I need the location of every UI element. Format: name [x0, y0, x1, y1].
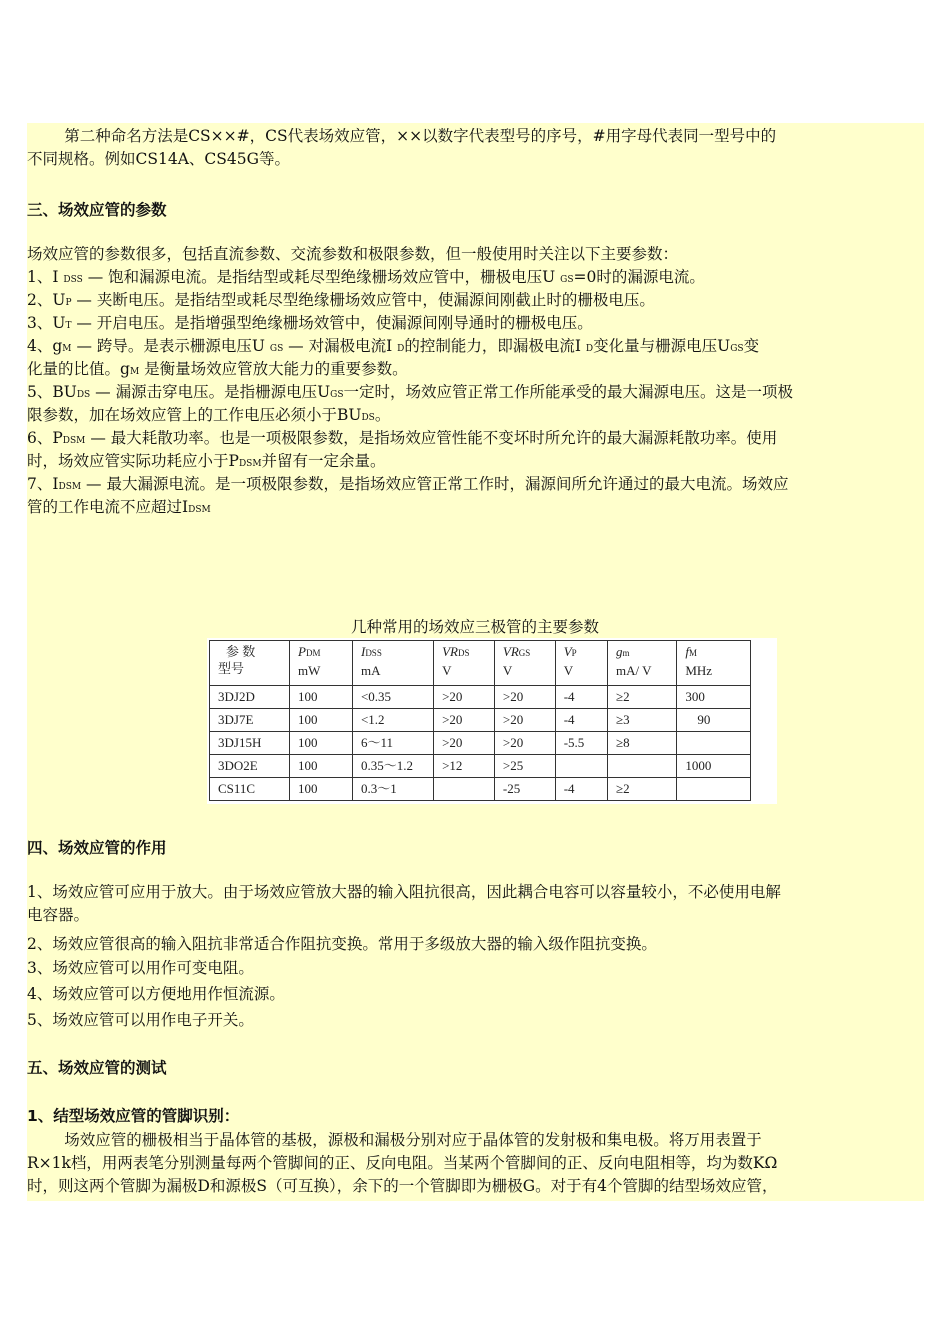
table-cell: [555, 755, 607, 778]
table-cell: [677, 732, 751, 755]
header-param-cell: [210, 641, 290, 686]
table-cell: [677, 778, 751, 801]
header-model-label: 型号: [218, 661, 245, 676]
table-row: [210, 732, 751, 755]
param-7: 7、IDSM — 最大漏源电流。是一项极限参数，是指场效应管正常工作时，漏源间所允许通过的最大电流。场效应: [27, 475, 789, 493]
table-caption: 几种常用的场效应三极管的主要参数: [350, 618, 599, 636]
table-cell: >20: [494, 709, 555, 732]
table-cell: <1.2: [352, 709, 433, 732]
table-cell: 100: [290, 709, 353, 732]
parameter-table-image: [207, 638, 777, 804]
table-cell: 300: [677, 686, 751, 709]
section5-line-1: 场效应管的栅极相当于晶体管的基极，源极和漏极分别对应于晶体管的发射极和集电极。将万用表置于: [64, 1131, 762, 1149]
section4-item-4: 4、场效应管可以方便地用作恒流源。: [27, 985, 285, 1003]
table-cell: 3DO2E: [210, 755, 290, 778]
table-cell: -4: [555, 686, 607, 709]
table-cell: 3DJ2D: [210, 686, 290, 709]
param-5: 5、BUDS — 漏源击穿电压。是指栅源电压UGS一定时，场效应管正常工作所能承受的最大漏源电压。这是一项极: [27, 383, 794, 401]
header-col-fm: fM MHz: [677, 641, 751, 686]
table-cell: 0.35～1.2: [352, 755, 433, 778]
table-cell: -5.5: [555, 732, 607, 755]
table-cell: ≥3: [607, 709, 676, 732]
header-col-idss: IDSS mA: [352, 641, 433, 686]
table-cell: [607, 755, 676, 778]
table-cell: 100: [290, 755, 353, 778]
section5-title: 五、场效应管的测试: [27, 1059, 167, 1077]
table-cell: 3DJ15H: [210, 732, 290, 755]
table-cell: >12: [434, 755, 495, 778]
table-cell: ≥2: [607, 686, 676, 709]
table-cell: <0.35: [352, 686, 433, 709]
table-row: [210, 778, 751, 801]
table-cell: 90: [677, 709, 751, 732]
table-cell: 3DJ7E: [210, 709, 290, 732]
table-cell: >20: [494, 686, 555, 709]
table-cell: 1000: [677, 755, 751, 778]
intro-line-1: 第二种命名方法是CS××#，CS代表场效应管，××以数字代表型号的序号，#用字母代表同一型号中的: [64, 127, 777, 145]
table-cell: >25: [494, 755, 555, 778]
table-cell: >20: [494, 732, 555, 755]
section5-subtitle: 1、结型场效应管的管脚识别：: [27, 1107, 240, 1125]
table-cell: >20: [434, 709, 495, 732]
header-col-vrds: VRDS V: [434, 641, 495, 686]
parameter-table: [209, 640, 751, 801]
param-7-line-2: 管的工作电流不应超过IDSM: [27, 498, 211, 516]
table-cell: -4: [555, 778, 607, 801]
table-cell: 6～11: [352, 732, 433, 755]
table-cell: -4: [555, 709, 607, 732]
table-cell: 0.3～1: [352, 778, 433, 801]
param-1: 1、I DSS — 饱和漏源电流。是指结型或耗尽型绝缘栅场效应管中，栅极电压U GS=0时的漏源电流。: [27, 268, 705, 286]
param-5-line-2: 限参数，加在场效应管上的工作电压必须小于BUDS。: [27, 406, 391, 424]
section4-item-2: 2、场效应管很高的输入阻抗非常适合作阻抗变换。常用于多级放大器的输入级作阻抗变换。: [27, 935, 657, 953]
intro-line-2: 不同规格。例如CS14A、CS45G等。: [27, 150, 290, 168]
table-cell: 100: [290, 778, 353, 801]
param-6-line-2: 时，场效应管实际功耗应小于PDSM并留有一定余量。: [27, 452, 386, 470]
header-col-vp: VP V: [555, 641, 607, 686]
table-cell: ≥2: [607, 778, 676, 801]
table-cell: 100: [290, 686, 353, 709]
table-row: [210, 755, 751, 778]
section5-line-3: 时，则这两个管脚为漏极D和源极S（可互换），余下的一个管脚即为栅极G。对于有4个管脚的结型场效应管，: [27, 1177, 778, 1195]
table-row: [210, 686, 751, 709]
section4-item-1-line-2: 电容器。: [27, 906, 90, 924]
param-4: 4、gM — 跨导。是表示栅源电压U GS — 对漏极电流I D的控制能力，即漏极电流I D变化量与栅源电压UGS变: [27, 337, 760, 355]
table-cell: >20: [434, 732, 495, 755]
section3-lead: 场效应管的参数很多，包括直流参数、交流参数和极限参数，但一般使用时关注以下主要参数：: [27, 245, 679, 263]
header-param-label: 参 数: [226, 644, 256, 659]
header-col-vrgs: VRGS V: [494, 641, 555, 686]
section4-item-5: 5、场效应管可以用作电子开关。: [27, 1011, 254, 1029]
header-col-gm: gm mA/ V: [607, 641, 676, 686]
section4-item-1: 1、场效应管可应用于放大。由于场效应管放大器的输入阻抗很高，因此耦合电容可以容量较小，不必使用电解: [27, 883, 781, 901]
param-6: 6、PDSM — 最大耗散功率。也是一项极限参数，是指场效应管性能不变坏时所允许的最大漏源耗散功率。使用: [27, 429, 778, 447]
section3-title: 三、场效应管的参数: [27, 201, 167, 219]
table-cell: ≥8: [607, 732, 676, 755]
table-cell: >20: [434, 686, 495, 709]
param-3: 3、UT — 开启电压。是指增强型绝缘栅场效管中，使漏源间刚导通时的栅极电压。: [27, 314, 593, 332]
table-row: [210, 709, 751, 732]
section4-item-3: 3、场效应管可以用作可变电阻。: [27, 959, 254, 977]
table-cell: 100: [290, 732, 353, 755]
param-4-line-2: 化量的比值。gM 是衡量场效应管放大能力的重要参数。: [27, 360, 408, 378]
table-cell: -25: [494, 778, 555, 801]
section4-title: 四、场效应管的作用: [27, 839, 167, 857]
table-cell: CS11C: [210, 778, 290, 801]
header-col-pdm: PDM mW: [290, 641, 353, 686]
section5-line-2: R×1k档，用两表笔分别测量每两个管脚间的正、反向电阻。当某两个管脚间的正、反向电阻相等，均为数KΩ: [27, 1154, 778, 1172]
param-2: 2、UP — 夹断电压。是指结型或耗尽型绝缘栅场效应管中，使漏源间刚截止时的栅极电压。: [27, 291, 655, 309]
table-cell: [434, 778, 495, 801]
table-header-row: [210, 641, 751, 686]
document-page: [27, 123, 924, 1201]
